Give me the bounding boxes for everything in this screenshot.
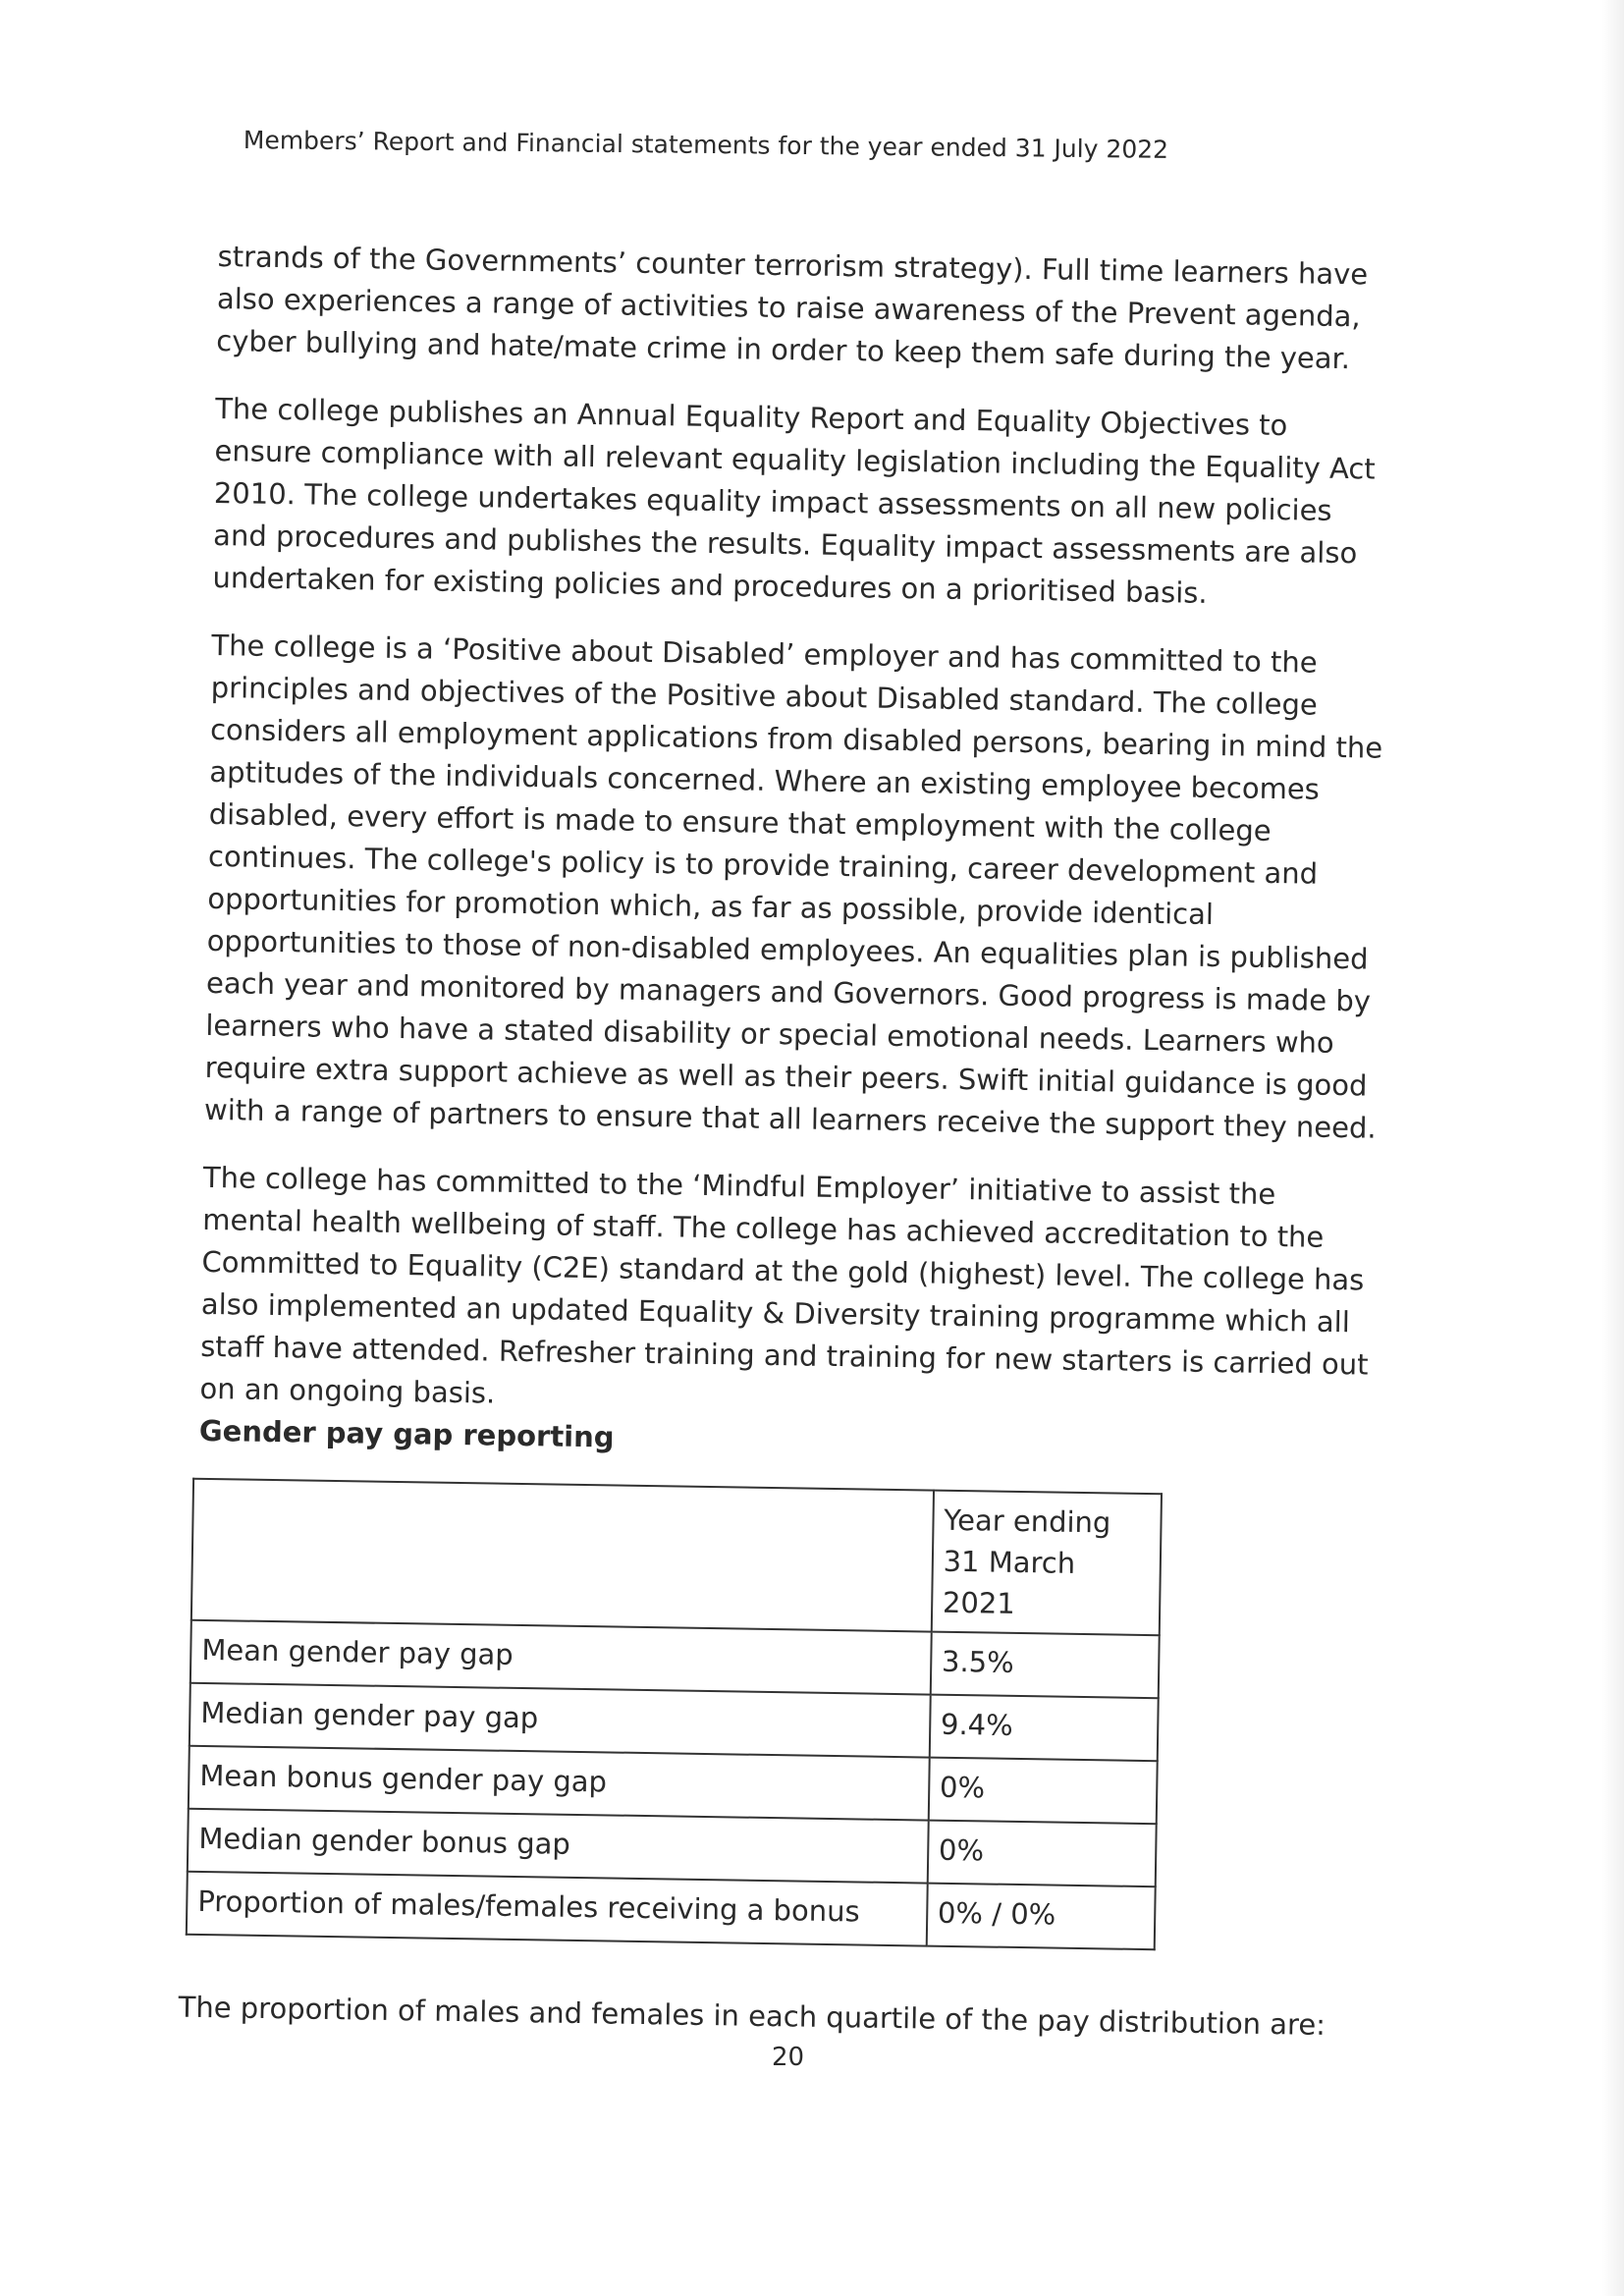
row-value: 0% / 0% xyxy=(926,1884,1155,1950)
row-value: 9.4% xyxy=(929,1695,1158,1762)
table-header-empty-cell xyxy=(191,1479,934,1632)
row-label: Mean bonus gender pay gap xyxy=(189,1746,930,1821)
table-header-row xyxy=(191,1479,1162,1635)
page-header: Members’ Report and Financial statements for the year ended 31 July 2022 xyxy=(243,126,1169,164)
row-label: Mean gender pay gap xyxy=(190,1620,932,1695)
paragraph-mindful-employer: The college has committed to the ‘Mindful Employer’ initiative to assist the mental health wellbeing of staff. The college has achieved accreditation to the Committed to Equality (C2E) standard at the gold (highest) level. The college has also implemented an updated Equality & Diversity training programme which all staff have attended. Refresher training and training for new starters is carried out on an ongoing basis. xyxy=(199,1160,1369,1410)
page-body xyxy=(178,236,1396,2076)
section-title-gender-pay-gap: Gender pay gap reporting xyxy=(198,1413,615,1454)
paragraph-quartile-intro: The proportion of males and females in each quartile of the pay distribution are: xyxy=(178,1990,1326,2042)
gender-pay-gap-table xyxy=(186,1478,1163,1950)
row-value: 0% xyxy=(927,1821,1156,1887)
row-value: 0% xyxy=(928,1758,1157,1825)
row-label: Median gender bonus gap xyxy=(188,1809,929,1884)
page-number: 20 xyxy=(772,2043,805,2072)
page-edge-shadow xyxy=(1602,0,1624,2296)
paragraph-equality-report: The college publishes an Annual Equality Report and Equality Objectives to ensure compliance with all relevant equality legislation including the Equality Act 2010. The college undertakes equality impact assessments on all new policies and procedures and publishes the results. Equality impact assessments are also undertaken for existing policies and procedures on a prioritised basis. xyxy=(212,391,1376,610)
table-column-header: Year ending 31 March 2021 xyxy=(932,1491,1162,1636)
paragraph-positive-about-disabled: The college is a ‘Positive about Disabled’ employer and has committed to the principles and objectives of the Positive about Disabled standard. The college considers all employment applications from disabled persons, bearing in mind the aptitudes of the individuals concerned. Where an existing employee becomes disabled, every effort is made to ensure that employment with the college continues. The college's policy is to provide training, career development and opportunities for promotion which, as far as possible, provide identical opportunities to those of non-disabled employees. An equalities plan is published each year and monitored by managers and Governors. Good progress is made by learners who have a stated disability or special emotional needs. Learners who require extra support achieve as well as their peers. Swift initial guidance is good with a range of partners to ensure that all learners receive the support they need. xyxy=(203,628,1383,1145)
row-label: Proportion of males/females receiving a bonus xyxy=(187,1872,928,1946)
row-label: Median gender pay gap xyxy=(189,1683,931,1758)
paragraph-prevent-strategy: strands of the Governments’ counter terrorism strategy). Full time learners have also experiences a range of activities to raise awareness of the Prevent agenda, cyber bullying and hate/mate crime in order to keep them safe during the year. xyxy=(216,239,1369,376)
row-value: 3.5% xyxy=(931,1632,1160,1699)
